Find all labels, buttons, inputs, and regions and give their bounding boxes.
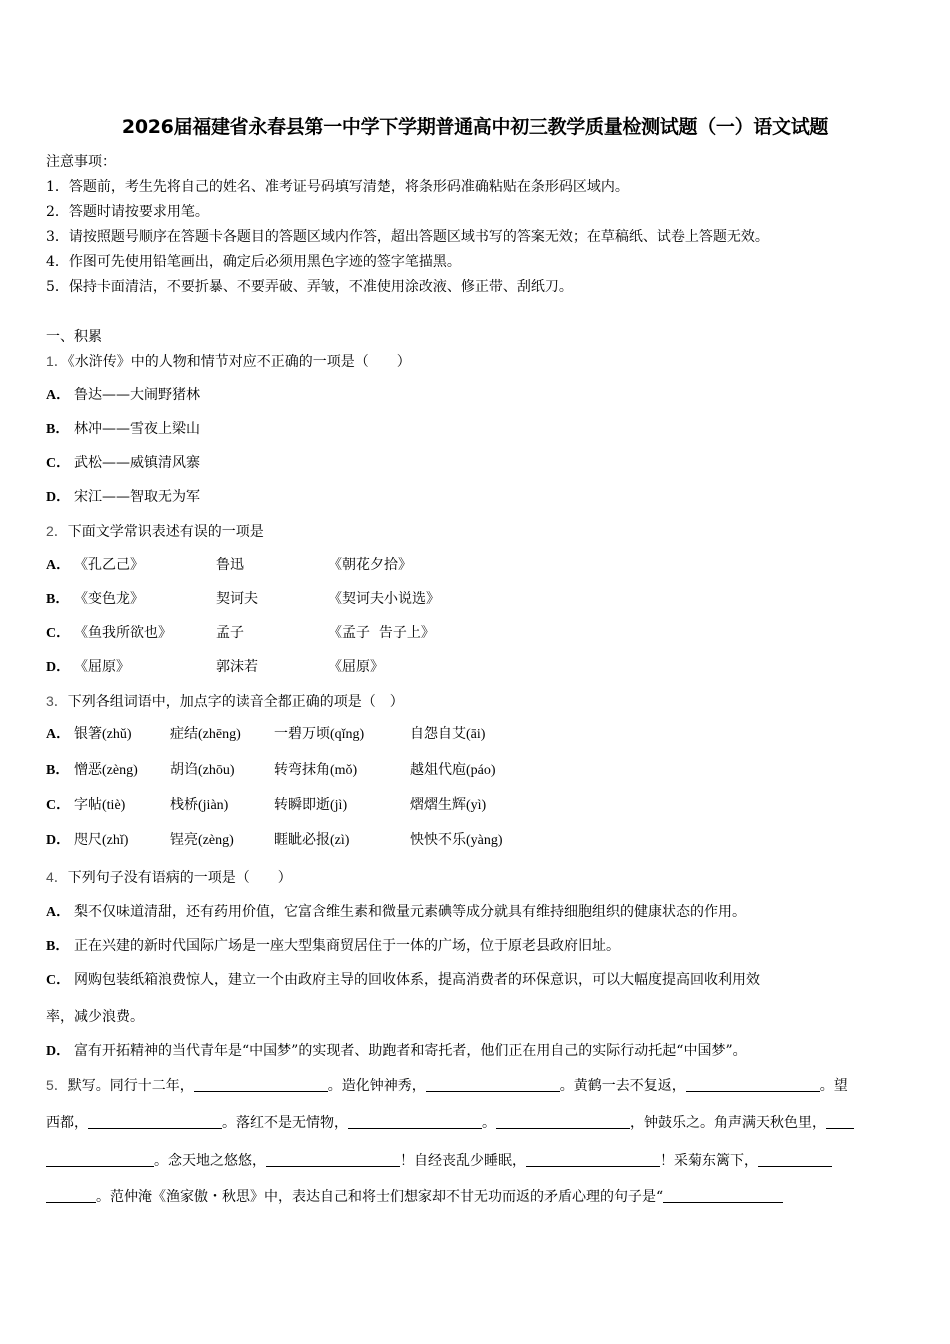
work-title: 《鱼我所欲也》 xyxy=(74,625,172,641)
author: 鲁迅 xyxy=(216,557,244,573)
option-letter: C． xyxy=(46,626,71,641)
q1-option-b xyxy=(46,420,908,439)
option-letter: A． xyxy=(46,558,71,573)
section-heading: 一、积累 xyxy=(46,329,102,345)
question-number: 4． xyxy=(46,869,68,885)
question-stem: 下列各组词语中，加点字的读音全都正确的项是（ ） xyxy=(67,694,404,710)
notice-item-5: 5．保持卡面清洁，不要折暴、不要弄破、弄皱，不准使用涂改液、修正带、刮纸刀。 xyxy=(46,279,573,295)
author: 契诃夫 xyxy=(216,591,258,607)
question-5-line-3 xyxy=(46,1152,908,1170)
work-title: 《屈原》 xyxy=(74,659,130,675)
question-number: 2． xyxy=(46,523,68,539)
notice-item-3: 3．请按照题号顺序在答题卡各题目的答题区域内作答，超出答题区域书写的答案无效；在草稿纸、试卷上答题无效。 xyxy=(46,229,769,245)
source: 《契诃夫小说选》 xyxy=(328,591,440,607)
q3-option-c xyxy=(46,797,908,815)
answer-blank[interactable] xyxy=(686,1077,820,1092)
word: 转弯抹角(mǒ) xyxy=(274,763,358,778)
word: 字帖(tiè) xyxy=(74,798,126,813)
question-2 xyxy=(46,522,908,541)
word: 自怨自艾(āi) xyxy=(410,727,486,742)
question-stem: 《水浒传》中的人物和情节对应不正确的一项是（ ） xyxy=(67,354,411,370)
option-text: 武松——威镇清风寨 xyxy=(74,455,200,471)
word: 症结(zhēng) xyxy=(170,727,241,742)
q2-option-d xyxy=(46,658,908,677)
q1-option-c xyxy=(46,454,908,473)
option-letter: B． xyxy=(46,422,70,437)
text-segment: 。落红不是无情物， xyxy=(222,1115,348,1131)
option-letter: A． xyxy=(46,727,71,742)
word: 憎恶(zèng) xyxy=(74,763,138,778)
author: 孟子 xyxy=(216,625,244,641)
question-5-line-4 xyxy=(46,1188,908,1206)
answer-blank[interactable] xyxy=(348,1114,482,1129)
q1-option-a xyxy=(46,386,908,405)
answer-blank[interactable] xyxy=(496,1114,630,1129)
option-letter: D． xyxy=(46,490,71,505)
q4-option-b xyxy=(46,937,908,956)
question-1 xyxy=(46,352,908,371)
word: 锃亮(zèng) xyxy=(170,833,234,848)
answer-blank[interactable] xyxy=(46,1188,96,1203)
option-letter: C． xyxy=(46,973,71,988)
text-segment: 。 xyxy=(482,1115,496,1131)
q3-option-b xyxy=(46,762,908,780)
text-segment: 。造化钟神秀， xyxy=(327,1078,426,1094)
question-number: 1． xyxy=(46,353,68,369)
text-segment: ！自经丧乱少睡眠， xyxy=(400,1153,526,1169)
option-letter: A． xyxy=(46,388,71,403)
notice-item-2: 2．答题时请按要求用笔。 xyxy=(46,204,209,220)
option-letter: C． xyxy=(46,798,71,813)
question-3 xyxy=(46,692,908,711)
question-5-line-1 xyxy=(46,1076,908,1095)
option-text: 富有开拓精神的当代青年是“中国梦”的实现者、助跑者和寄托者，他们正在用自己的实际行动托起“中国梦”。 xyxy=(74,1043,747,1059)
answer-blank[interactable] xyxy=(194,1077,328,1092)
author: 郭沫若 xyxy=(216,659,258,675)
q4-option-c-continued: 率，减少浪费。 xyxy=(46,1009,144,1025)
notice-heading: 注意事项： xyxy=(46,154,116,170)
work-title: 《孔乙己》 xyxy=(74,557,144,573)
option-letter: C． xyxy=(46,456,71,471)
answer-blank[interactable] xyxy=(663,1188,783,1203)
q2-option-b xyxy=(46,590,908,609)
word: 怏怏不乐(yàng) xyxy=(410,833,503,848)
word: 熠熠生辉(yì) xyxy=(410,798,487,813)
answer-blank[interactable] xyxy=(426,1077,560,1092)
q3-option-d xyxy=(46,832,908,850)
source: 《孟子 告子上》 xyxy=(328,625,435,641)
option-text: 梨不仅味道清甜，还有药用价值，它富含维生素和微量元素碘等成分就具有维持细胞组织的健康状态的作用。 xyxy=(74,904,746,920)
text-segment: ，钟鼓乐之。角声满天秋色里， xyxy=(630,1115,826,1131)
word: 睚眦必报(zì) xyxy=(274,833,350,848)
word: 栈桥(jiàn) xyxy=(170,798,229,813)
answer-blank[interactable] xyxy=(826,1114,854,1129)
text-segment: 西都， xyxy=(46,1115,88,1131)
text-segment: ！采菊东篱下， xyxy=(660,1153,758,1169)
source: 《朝花夕拾》 xyxy=(328,557,412,573)
q3-option-a xyxy=(46,726,908,744)
q2-option-c xyxy=(46,624,908,643)
question-number: 3． xyxy=(46,693,68,709)
answer-blank[interactable] xyxy=(46,1152,154,1167)
option-text: 宋江——智取无为军 xyxy=(74,489,200,505)
option-text: 林冲——雪夜上梁山 xyxy=(74,421,200,437)
text-segment: 。范仲淹《渔家傲・秋思》中，表达自己和将士们想家却不甘无功而返的矛盾心理的句子是“ xyxy=(96,1189,664,1205)
answer-blank[interactable] xyxy=(758,1152,832,1167)
word: 银箸(zhǔ) xyxy=(74,727,132,742)
source: 《屈原》 xyxy=(328,659,384,675)
question-number: 5． xyxy=(46,1077,68,1093)
q4-option-a xyxy=(46,903,908,922)
q1-option-d xyxy=(46,488,908,507)
word: 一碧万顷(qǐng) xyxy=(274,727,365,742)
q4-option-c xyxy=(46,971,908,990)
question-5-line-2 xyxy=(46,1114,908,1132)
option-letter: D． xyxy=(46,833,71,848)
word: 越俎代庖(páo) xyxy=(410,763,496,778)
option-letter: D． xyxy=(46,660,71,675)
answer-blank[interactable] xyxy=(88,1114,222,1129)
option-letter: A． xyxy=(46,905,71,920)
option-text: 网购包装纸箱浪费惊人，建立一个由政府主导的回收体系，提高消费者的环保意识，可以大幅度提高回收利用效 xyxy=(74,972,760,988)
answer-blank[interactable] xyxy=(266,1152,400,1167)
option-text: 鲁达——大闹野猪林 xyxy=(74,387,200,403)
option-letter: B． xyxy=(46,592,70,607)
option-text: 正在兴建的新时代国际广场是一座大型集商贸居住于一体的广场，位于原老县政府旧址。 xyxy=(74,938,620,954)
option-letter: D． xyxy=(46,1044,71,1059)
page-title: 2026届福建省永春县第一中学下学期普通高中初三教学质量检测试题（一）语文试题 xyxy=(121,116,829,138)
text-segment: 默写。同行十二年， xyxy=(67,1078,194,1094)
option-letter: B． xyxy=(46,763,70,778)
word: 咫尺(zhǐ) xyxy=(74,833,129,848)
word: 胡诌(zhōu) xyxy=(170,763,235,778)
q4-option-d xyxy=(46,1042,908,1061)
question-stem: 下列句子没有语病的一项是（ ） xyxy=(67,870,292,886)
text-segment: 。黄鹤一去不复返， xyxy=(559,1078,686,1094)
word: 转瞬即逝(jì) xyxy=(274,798,348,813)
option-letter: B． xyxy=(46,939,70,954)
notice-item-1: 1．答题前，考生先将自己的姓名、准考证号码填写清楚，将条形码准确粘贴在条形码区域内。 xyxy=(46,179,629,195)
question-stem: 下面文学常识表述有误的一项是 xyxy=(67,524,264,540)
work-title: 《变色龙》 xyxy=(74,591,144,607)
question-4 xyxy=(46,868,908,887)
q2-option-a xyxy=(46,556,908,575)
text-segment: 。念天地之悠悠， xyxy=(154,1153,266,1169)
notice-item-4: 4．作图可先使用铅笔画出，确定后必须用黑色字迹的签字笔描黑。 xyxy=(46,254,461,270)
text-segment: 。望 xyxy=(819,1078,848,1094)
answer-blank[interactable] xyxy=(526,1152,660,1167)
